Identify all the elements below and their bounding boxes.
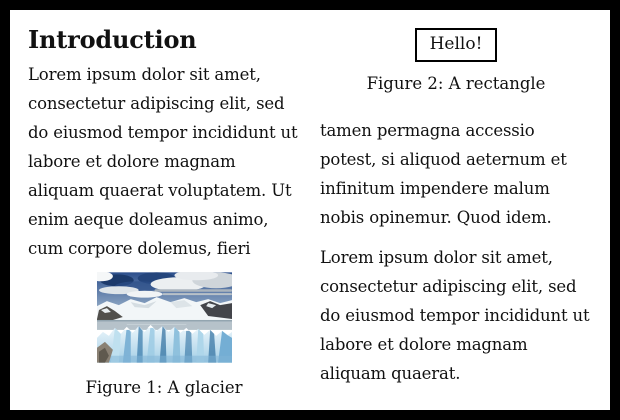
figure-1-caption: Figure 1: A glacier: [85, 378, 243, 397]
intro-heading: Introduction: [28, 25, 197, 54]
figure-2-caption: Figure 2: A rectangle: [366, 74, 546, 93]
intro-paragraph: Lorem ipsum dolor sit amet, consectetur adipiscing elit, sed do eiusmod tempor incididunt ut labore et dolore magnam aliquam quaerat voluptatem. Ut enim aeque doleamus animo, cum corpore dolemus, fieri: [28, 65, 298, 258]
continuation-paragraph-2: Lorem ipsum dolor sit amet, consectetur adipiscing elit, sed do eiusmod tempor incididunt ut labore et dolore magnam aliquam quaerat.: [320, 248, 590, 383]
figure-2: [320, 28, 592, 98]
right-column: [320, 25, 592, 410]
continuation-paragraph-1: tamen permagna accessio potest, si aliquod aeternum et infinitum impendere malum nobis opinemur. Quod idem.: [320, 121, 567, 227]
hello-rectangle: Hello!: [415, 28, 498, 62]
figure-1: [28, 272, 300, 402]
document-page: [10, 10, 610, 410]
glacier-image: [97, 272, 232, 363]
left-column: [28, 25, 300, 410]
